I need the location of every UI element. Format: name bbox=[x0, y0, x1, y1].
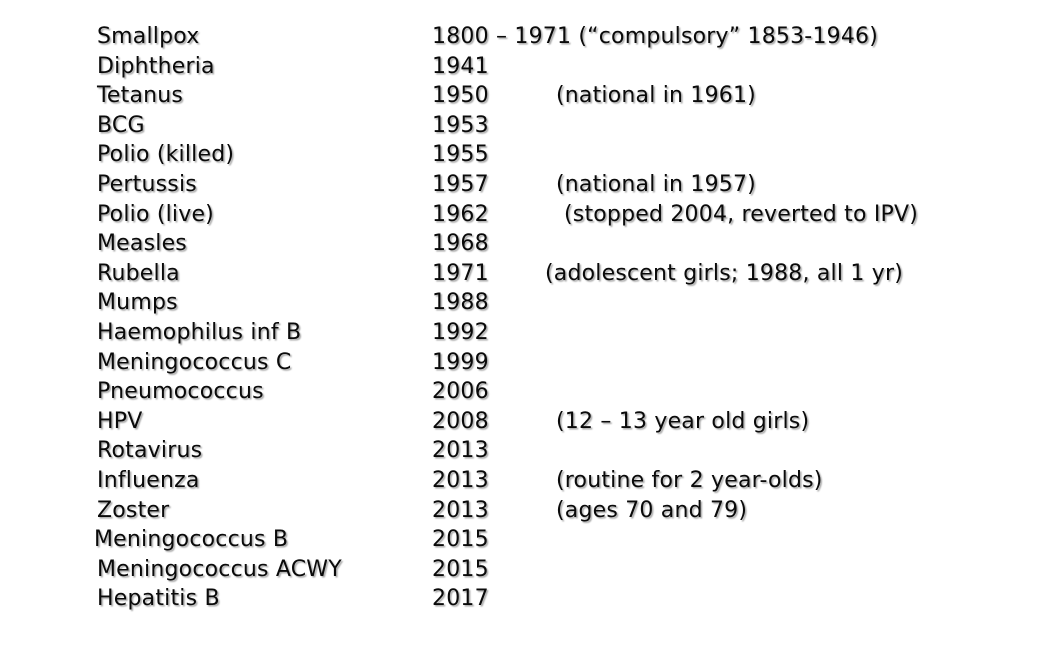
vaccine-note: (national in 1957) bbox=[556, 171, 756, 197]
table-row bbox=[0, 22, 1038, 52]
vaccine-year: 1955 bbox=[432, 142, 489, 168]
vaccine-year: 1968 bbox=[432, 231, 489, 257]
vaccine-name: Pertussis bbox=[97, 171, 197, 197]
vaccine-year: 1962 bbox=[432, 201, 489, 227]
table-row bbox=[0, 259, 1038, 289]
vaccine-name: BCG bbox=[97, 112, 145, 138]
vaccine-year: 1941 bbox=[432, 53, 489, 79]
vaccine-note: (routine for 2 year-olds) bbox=[556, 467, 823, 493]
vaccine-name: Measles bbox=[97, 231, 187, 257]
table-row bbox=[0, 140, 1038, 170]
vaccine-year: 1950 bbox=[432, 83, 489, 109]
vaccine-name: Tetanus bbox=[97, 83, 184, 109]
vaccine-note: (12 – 13 year old girls) bbox=[556, 408, 810, 434]
table-row bbox=[0, 200, 1038, 230]
vaccine-name: Polio (live) bbox=[97, 201, 214, 227]
vaccine-name: Zoster bbox=[97, 497, 170, 523]
vaccine-year: 2013 bbox=[432, 438, 489, 464]
vaccine-name: Meningococcus B bbox=[94, 527, 289, 553]
table-row bbox=[0, 555, 1038, 585]
table-row bbox=[0, 466, 1038, 496]
table-row bbox=[0, 52, 1038, 82]
vaccine-name: Mumps bbox=[97, 290, 178, 316]
vaccine-name: Smallpox bbox=[97, 24, 200, 49]
table-row bbox=[0, 407, 1038, 437]
vaccine-year: 2008 bbox=[432, 408, 489, 434]
vaccine-year: 1800 – 1971 (“compulsory” 1853-1946) bbox=[432, 24, 879, 49]
vaccine-name: Meningococcus C bbox=[97, 349, 292, 375]
vaccine-year: 1957 bbox=[432, 171, 489, 197]
vaccine-year: 1953 bbox=[432, 112, 489, 138]
vaccine-year: 2015 bbox=[432, 556, 489, 582]
table-row bbox=[0, 81, 1038, 111]
vaccine-note: (ages 70 and 79) bbox=[556, 497, 748, 523]
vaccine-year: 2013 bbox=[432, 467, 489, 493]
vaccine-year: 2017 bbox=[432, 586, 489, 612]
table-row bbox=[0, 377, 1038, 407]
table-row bbox=[0, 111, 1038, 141]
vaccine-name: Influenza bbox=[97, 467, 200, 493]
table-row bbox=[0, 584, 1038, 614]
table-row bbox=[0, 496, 1038, 526]
vaccine-name: Haemophilus inf B bbox=[97, 319, 302, 345]
vaccine-note: (stopped 2004, reverted to IPV) bbox=[564, 201, 919, 227]
vaccine-year: 1988 bbox=[432, 290, 489, 316]
vaccine-year: 2013 bbox=[432, 497, 489, 523]
table-row bbox=[0, 525, 1038, 555]
table-row bbox=[0, 318, 1038, 348]
vaccine-year: 1999 bbox=[432, 349, 489, 375]
vaccine-year: 1971 bbox=[432, 260, 489, 286]
vaccine-name: Diphtheria bbox=[97, 53, 215, 79]
vaccine-name: Polio (killed) bbox=[97, 142, 235, 168]
vaccine-note: (national in 1961) bbox=[556, 83, 756, 109]
vaccine-name: HPV bbox=[97, 408, 143, 434]
vaccine-year: 1992 bbox=[432, 319, 489, 345]
vaccine-year: 2006 bbox=[432, 379, 489, 405]
vaccine-table bbox=[0, 22, 1038, 614]
vaccine-name: Hepatitis B bbox=[97, 586, 220, 612]
table-row bbox=[0, 436, 1038, 466]
table-row bbox=[0, 170, 1038, 200]
vaccine-note: (adolescent girls; 1988, all 1 yr) bbox=[545, 260, 904, 286]
table-row bbox=[0, 229, 1038, 259]
vaccine-name: Pneumococcus bbox=[97, 379, 264, 405]
table-row bbox=[0, 288, 1038, 318]
vaccine-year: 2015 bbox=[432, 527, 489, 553]
vaccine-name: Meningococcus ACWY bbox=[97, 556, 342, 582]
table-row bbox=[0, 348, 1038, 378]
vaccine-name: Rotavirus bbox=[97, 438, 203, 464]
vaccine-name: Rubella bbox=[97, 260, 180, 286]
